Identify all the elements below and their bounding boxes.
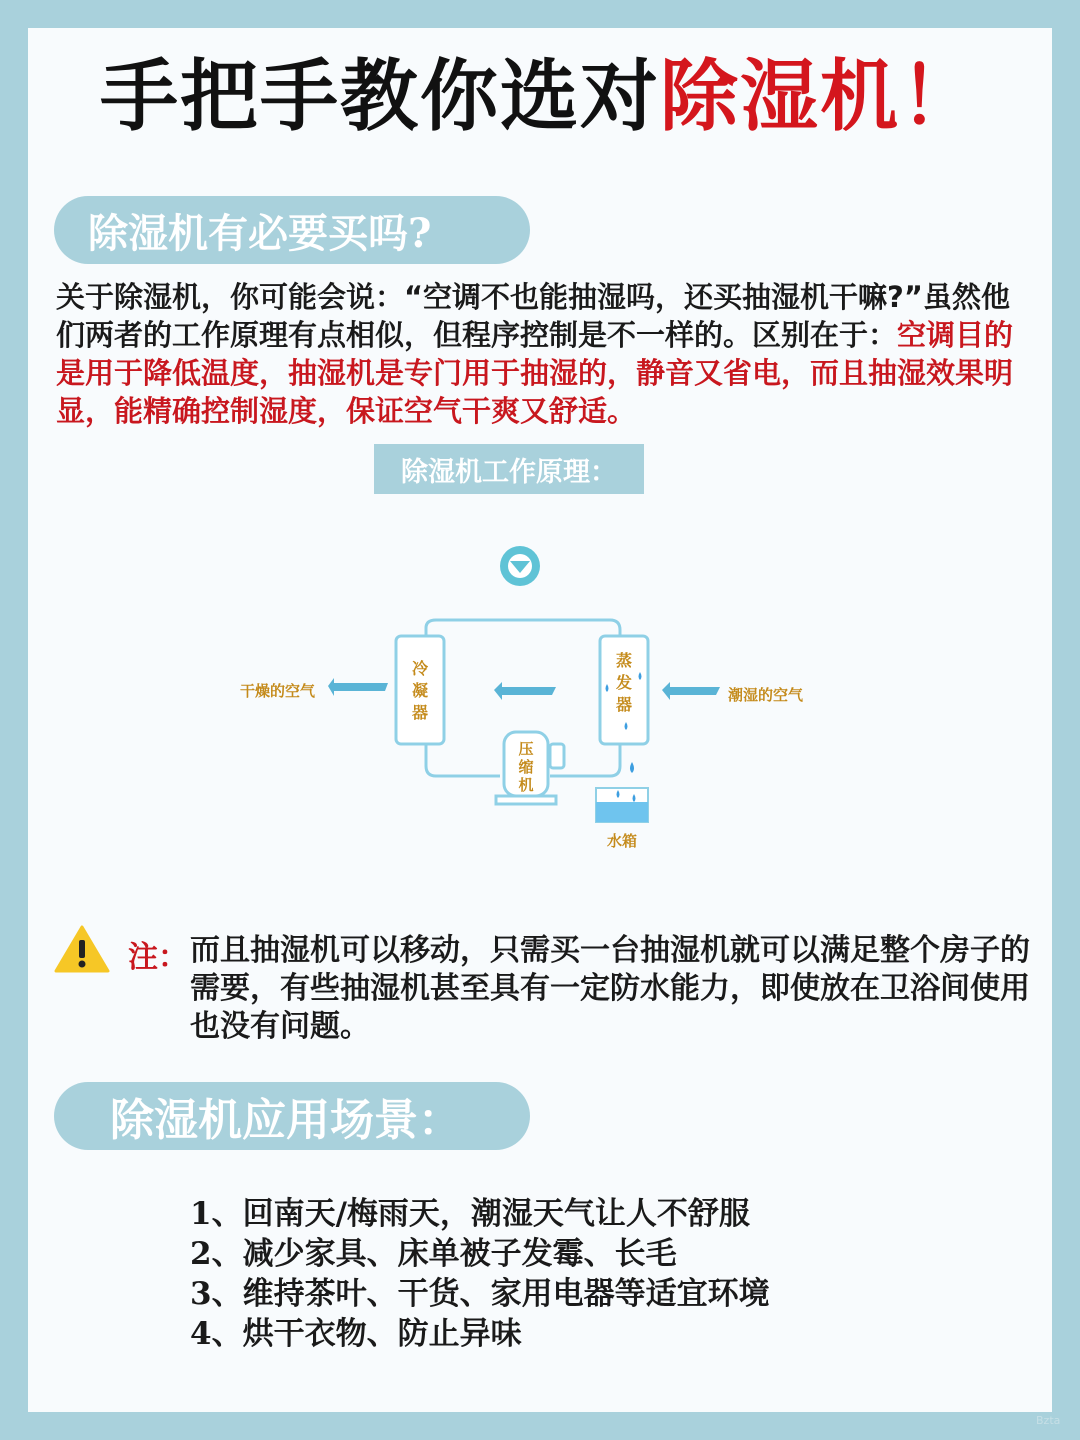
warning-icon xyxy=(54,924,110,974)
note-text: 而且抽湿机可以移动，只需买一台抽湿机就可以满足整个房子的需要，有些抽湿机甚至具有一定防水能力，即使放在卫浴间使用也没有问题。 xyxy=(190,933,1030,1044)
evaporator-char-2: 发 xyxy=(615,673,633,692)
airflow-arrow-left-icon xyxy=(328,678,388,696)
section-heading-scenarios-text: 除湿机应用场景： xyxy=(110,1095,462,1146)
list-item: 3、维持茶叶、干货、家用电器等适宜环境 xyxy=(190,1276,770,1312)
section-heading-scenarios xyxy=(54,1082,530,1150)
evaporator-char-3: 器 xyxy=(615,695,633,714)
condenser-char-1: 冷 xyxy=(411,659,429,678)
list-item: 1、回南天/梅雨天，潮湿天气让人不舒服 xyxy=(190,1196,750,1232)
list-item: 2、减少家具、床单被子发霉、长毛 xyxy=(190,1236,677,1272)
page-title xyxy=(0,52,1080,142)
working-principle-diagram xyxy=(230,540,830,860)
intro-highlight: 空调目的是用于降低温度，抽湿机是专门用于抽湿的，静音又省电，而且抽湿效果明显，能精确控制湿度，保证空气干爽又舒适。 xyxy=(56,318,1014,428)
scenario-list xyxy=(190,1194,770,1354)
note-label: 注： xyxy=(128,940,188,975)
airflow-arrow-right-icon xyxy=(662,682,720,700)
title-red: 除湿机！ xyxy=(660,52,981,142)
watermark: Bzta xyxy=(1036,1414,1061,1427)
diagram-heading-text: 除湿机工作原理： xyxy=(401,456,617,488)
down-indicator-icon xyxy=(500,546,540,586)
diagram-heading xyxy=(374,444,644,494)
section-heading-necessity-text: 除湿机有必要买吗? xyxy=(88,209,432,257)
condenser-unit xyxy=(396,636,444,744)
airflow-arrow-middle-icon xyxy=(494,682,556,700)
dry-air-label: 干燥的空气 xyxy=(240,682,316,700)
evaporator-char-1: 蒸 xyxy=(615,651,633,670)
compressor-char-1: 压 xyxy=(518,740,534,758)
list-item: 4、烘干衣物、防止异味 xyxy=(190,1316,522,1352)
intro-paragraph xyxy=(56,278,1026,430)
condenser-char-2: 凝 xyxy=(411,681,429,700)
tank-label: 水箱 xyxy=(606,832,638,850)
title-black: 手把手教你选对 xyxy=(99,52,660,142)
section-heading-necessity xyxy=(54,196,530,264)
humid-air-label: 潮湿的空气 xyxy=(728,686,804,704)
compressor-unit xyxy=(496,732,564,804)
intro-text: 关于除湿机，你可能会说：“空调不也能抽湿吗，还买抽湿机干嘛?”虽然他们两者的工作原理有点相似，但程序控制是不一样的。区别在于： xyxy=(56,280,1010,352)
compressor-char-3: 机 xyxy=(518,776,534,794)
compressor-char-2: 缩 xyxy=(518,758,534,776)
water-drop-icon xyxy=(630,762,634,773)
evaporator-unit xyxy=(600,636,648,744)
condenser-char-3: 器 xyxy=(411,703,429,722)
